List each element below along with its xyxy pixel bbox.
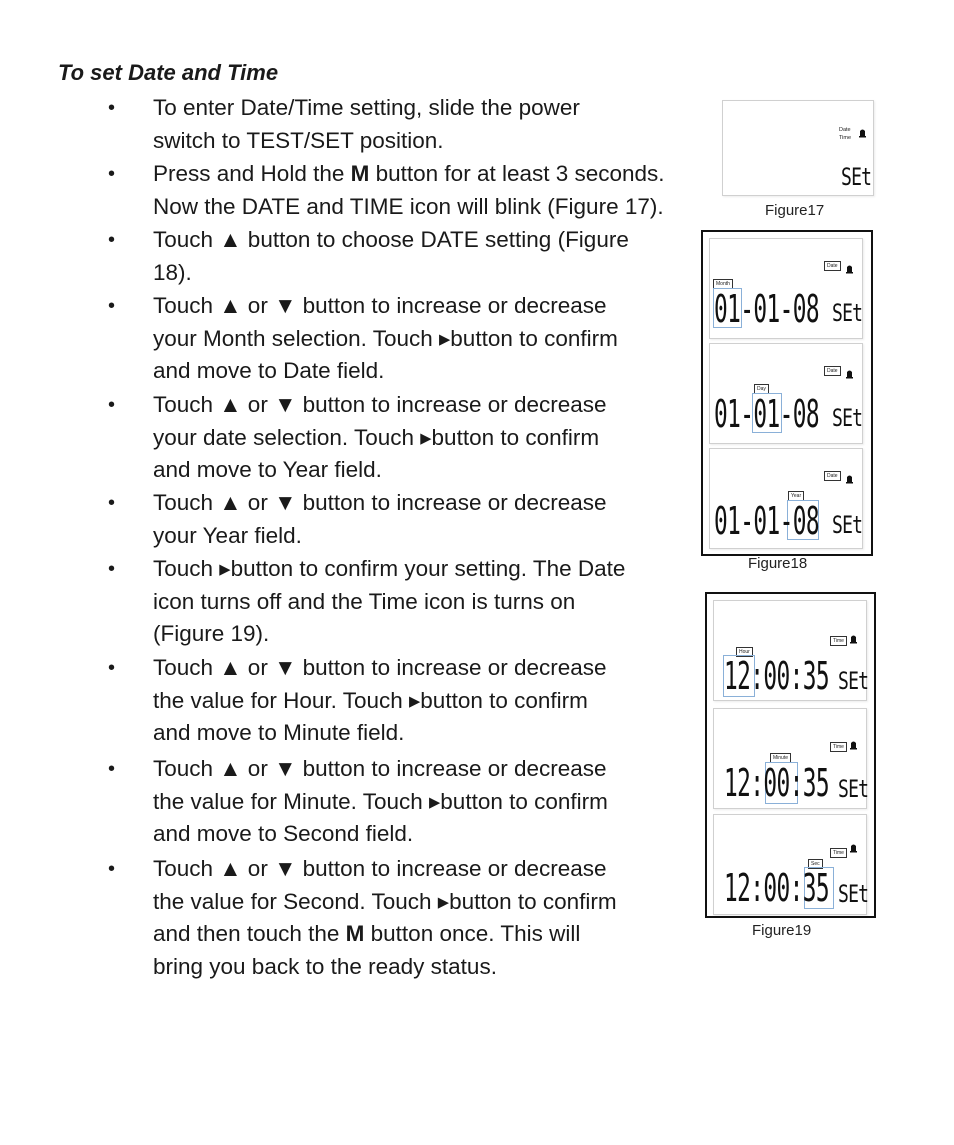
bullet: •: [108, 492, 116, 514]
bullet: •: [108, 758, 116, 780]
lcd-date-digits: 01-01-08: [714, 392, 820, 436]
section-heading: To set Date and Time: [58, 60, 279, 85]
list-item: Touch ▸button to confirm your setting. The Date icon turns off and the Time icon is turns on (Figure 19).: [153, 556, 626, 646]
list-item: Touch ▲ or ▼ button to increase or decrease the value for Second. Touch ▸button to confirm and then touch the M button once. This will bring you back to the ready status.: [153, 856, 617, 979]
alarm-bell-icon: [846, 369, 853, 379]
list-item: Press and Hold the M button for at least 3 seconds. Now the DATE and TIME icon will blink (Figure 17).: [153, 161, 665, 219]
lcd-panel: [713, 708, 867, 809]
lcd-set-readout: SEt: [832, 404, 863, 432]
field-label: Year: [788, 491, 804, 501]
list-item: Touch ▲ or ▼ button to increase or decrease your date selection. Touch ▸button to confirm and move to Year field.: [153, 392, 607, 482]
bullet: •: [108, 394, 116, 416]
field-label: Hour: [736, 647, 753, 657]
alarm-bell-icon: [850, 843, 857, 853]
icon-label: Time: [830, 848, 847, 858]
lcd-panel: [722, 100, 874, 196]
bullet: •: [108, 657, 116, 679]
icon-label: Date: [824, 261, 841, 271]
figure-caption: Figure18: [748, 555, 808, 572]
bullet: •: [108, 163, 116, 185]
lcd-panel: [709, 343, 863, 444]
icon-label: Date: [824, 366, 841, 376]
lcd-set-readout: SEt: [832, 299, 863, 327]
bullet: •: [108, 295, 116, 317]
lcd-time-digits: 12:00:35: [724, 866, 830, 910]
field-label: Sec: [808, 859, 823, 869]
bullet: •: [108, 229, 116, 251]
list-item: Touch ▲ button to choose DATE setting (Figure 18).: [153, 227, 629, 285]
figure-caption: Figure19: [752, 922, 812, 939]
lcd-panel: [713, 814, 867, 915]
lcd-set-readout: SEt: [832, 511, 863, 539]
bullet: •: [108, 97, 116, 119]
lcd-set-readout: SEt: [841, 163, 872, 191]
field-label: Minute: [770, 753, 791, 763]
alarm-bell-icon: [846, 474, 853, 484]
list-item: Touch ▲ or ▼ button to increase or decrease your Month selection. Touch ▸button to confirm and move to Date field.: [153, 293, 618, 383]
lcd-panel: [713, 600, 867, 701]
m-button-label: M: [345, 921, 365, 946]
date-icon-label: Date: [839, 127, 851, 133]
lcd-date-digits: 01-01-08: [714, 287, 820, 331]
icon-label: Time: [830, 742, 847, 752]
list-item: Touch ▲ or ▼ button to increase or decrease your Year field.: [153, 490, 607, 548]
lcd-set-readout: SEt: [838, 880, 869, 908]
list-item: Touch ▲ or ▼ button to increase or decrease the value for Minute. Touch ▸button to confirm and move to Second field.: [153, 756, 608, 846]
lcd-panel: [709, 448, 863, 549]
field-label: Month: [713, 279, 733, 289]
lcd-set-readout: SEt: [838, 775, 869, 803]
alarm-bell-icon: [850, 634, 857, 644]
field-label: Day: [754, 384, 769, 394]
bullet: •: [108, 558, 116, 580]
m-button-label: M: [350, 161, 370, 186]
alarm-bell-icon: [859, 128, 866, 138]
lcd-date-digits: 01-01-08: [714, 499, 820, 543]
icon-label: Time: [830, 636, 847, 646]
figure-caption: Figure17: [765, 202, 825, 219]
list-item: To enter Date/Time setting, slide the power switch to TEST/SET position.: [153, 95, 580, 153]
lcd-time-digits: 12:00:35: [724, 761, 830, 805]
alarm-bell-icon: [850, 740, 857, 750]
icon-label: Date: [824, 471, 841, 481]
list-item: Touch ▲ or ▼ button to increase or decrease the value for Hour. Touch ▸button to confirm and move to Minute field.: [153, 655, 607, 745]
bullet: •: [108, 858, 116, 880]
lcd-panel: [709, 238, 863, 339]
lcd-time-digits: 12:00:35: [724, 654, 830, 698]
alarm-bell-icon: [846, 264, 853, 274]
time-icon-label: Time: [839, 135, 852, 141]
lcd-set-readout: SEt: [838, 667, 869, 695]
